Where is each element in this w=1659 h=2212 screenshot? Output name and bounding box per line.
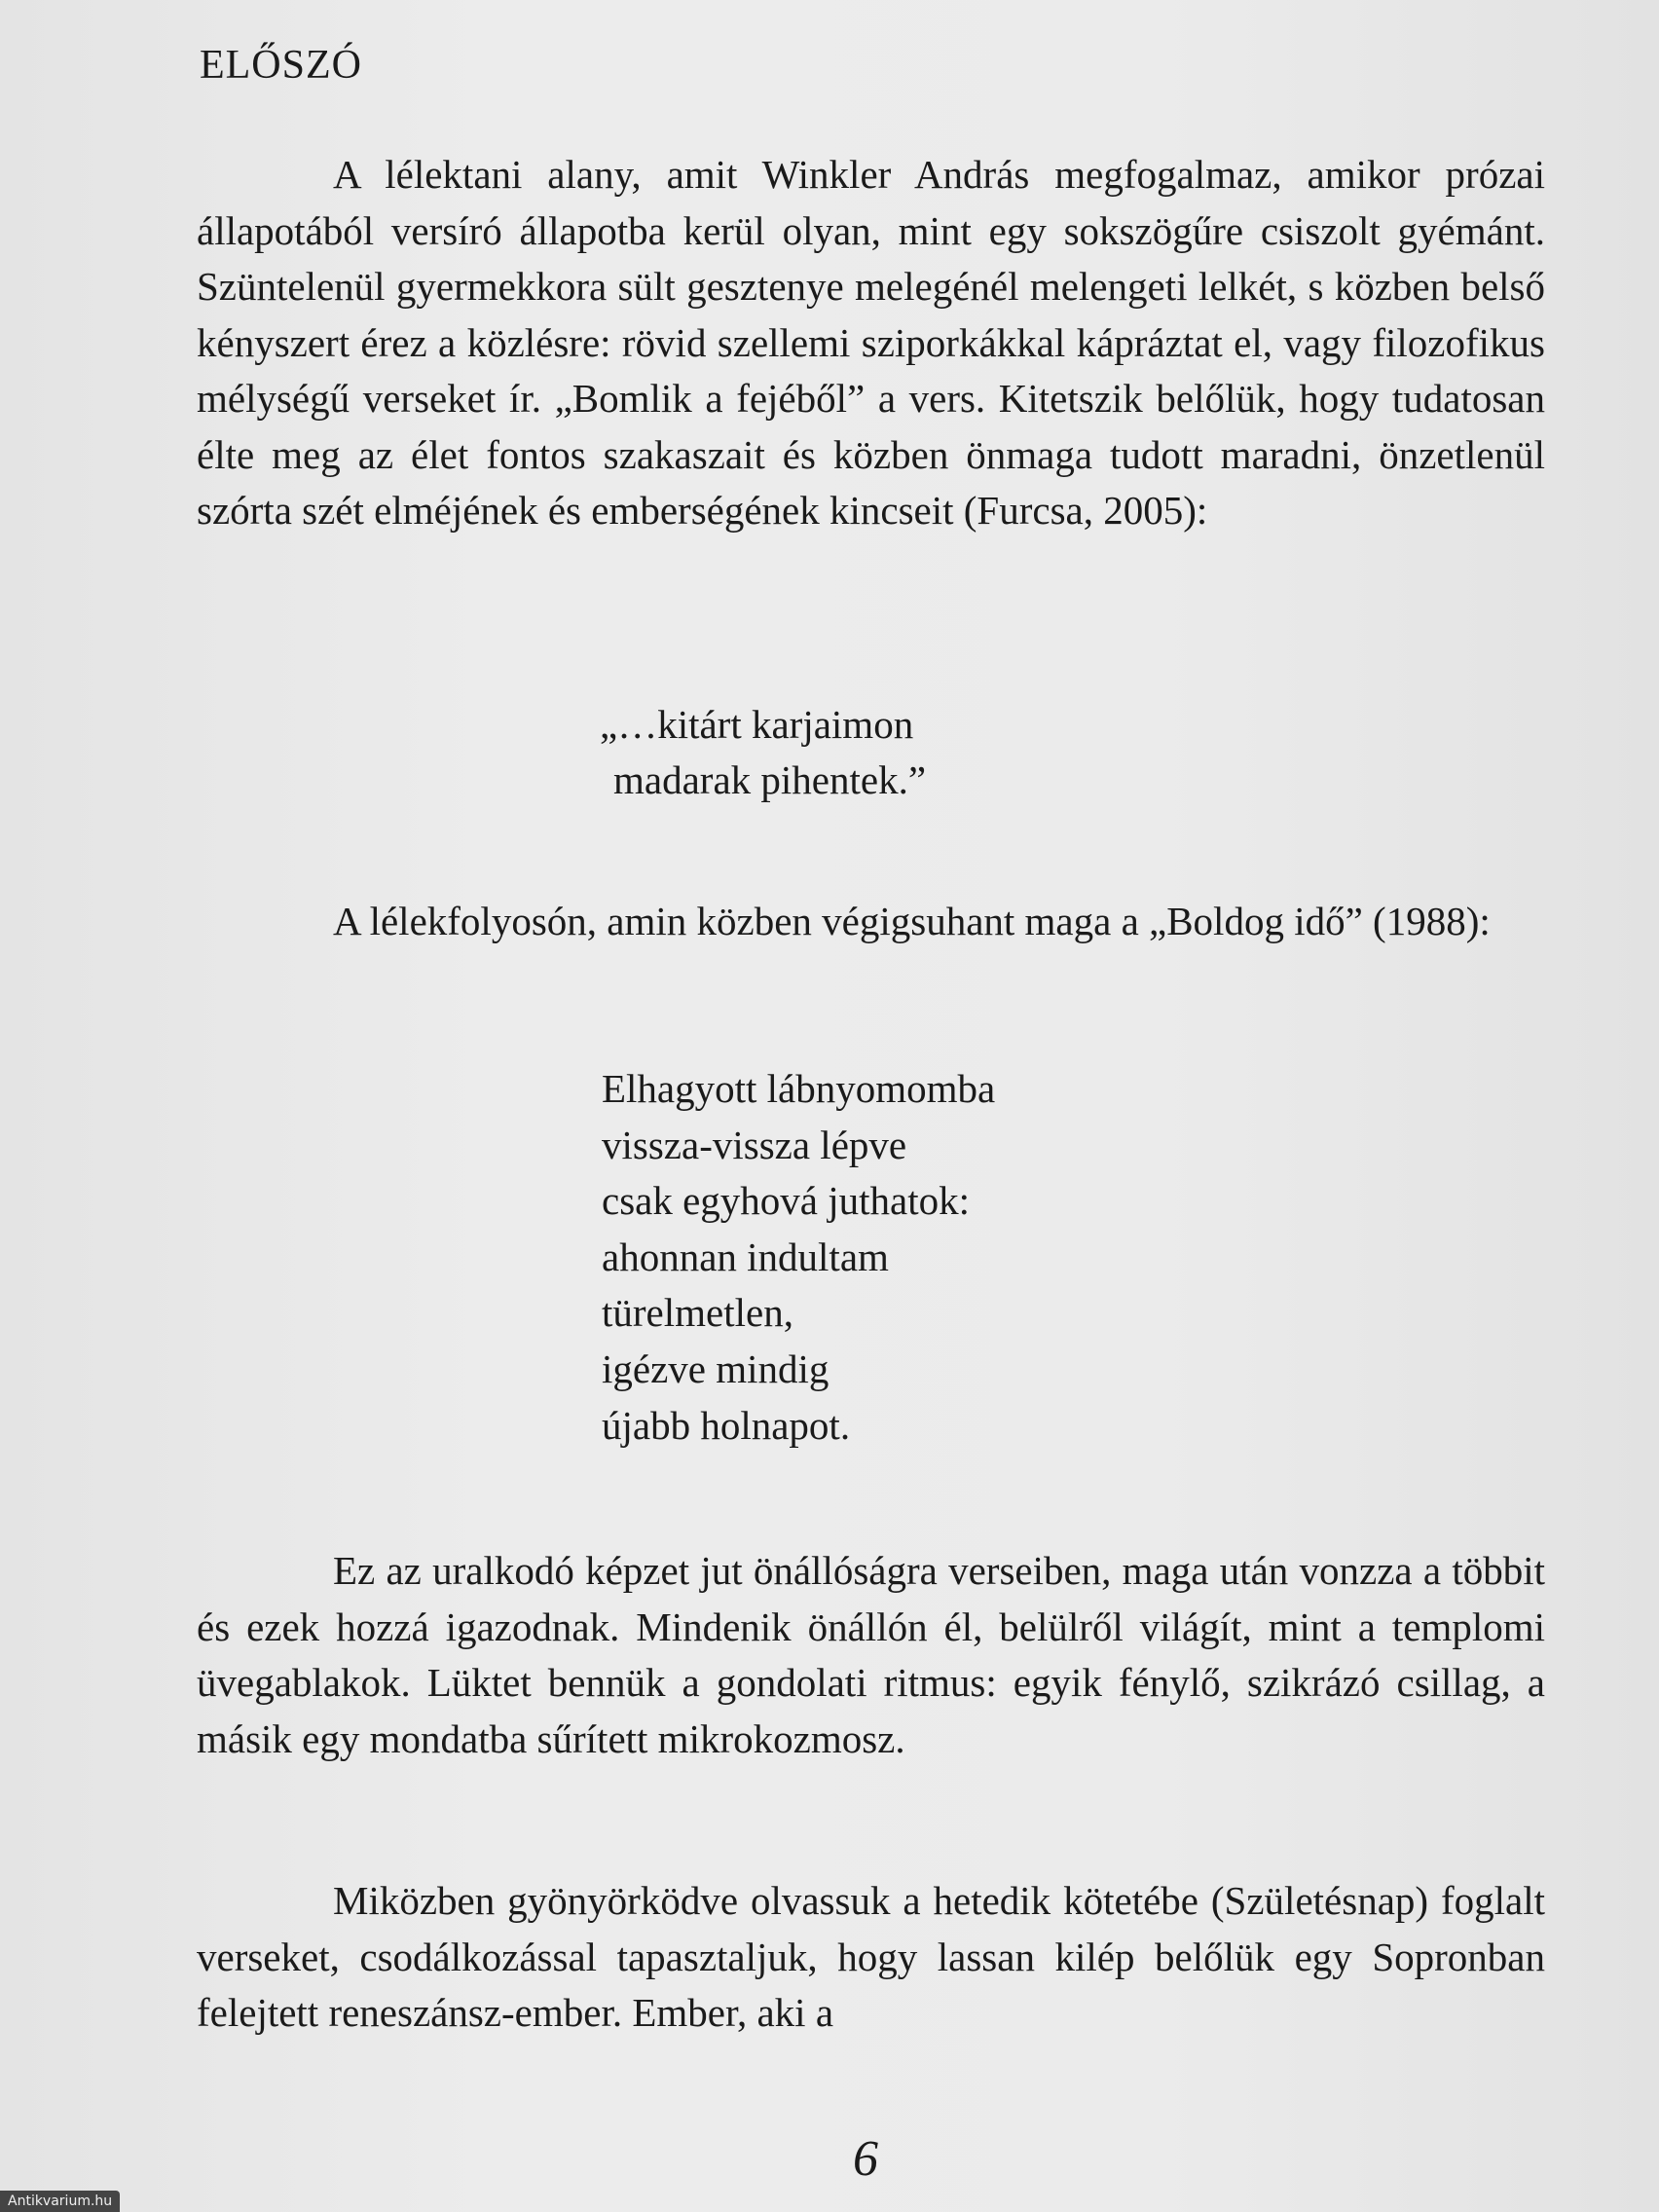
poem-line: igézve mindig xyxy=(602,1346,830,1391)
poem-line: csak egyhová juthatok: xyxy=(602,1178,971,1224)
poem-block xyxy=(602,1061,995,1454)
page-heading: ELŐSZÓ xyxy=(200,43,362,88)
quote-line: madarak pihentek.” xyxy=(613,757,927,802)
paragraph-uralkodo-kepzet: Ez az uralkodó képzet jut önállóságra verseiben, maga után vonzza a többit és ezek hozzá igazodnak. Mindenik önállón él, belülről világít, mint a templomi üvegablakok. Lüktet bennük a gondolati ritmus: egyik fénylő, szikrázó csillag, a másik egy mondatba sűrített mikrokozmosz. xyxy=(197,1548,1545,1761)
paragraph-boldog-ido: A lélekfolyosón, amin közben végigsuhant maga a „Boldog idő” (1988): xyxy=(333,899,1491,943)
quote-line: „…kitárt karjaimon xyxy=(600,702,914,747)
poem-line: ahonnan indultam xyxy=(602,1234,889,1279)
quote-block xyxy=(600,697,926,808)
poem-line: Elhagyott lábnyomomba xyxy=(602,1066,996,1111)
watermark: Antikvarium.hu xyxy=(0,2191,120,2212)
poem-line: vissza-vissza lépve xyxy=(602,1122,907,1167)
paragraph-intro: A lélektani alany, amit Winkler András megfogalmaz, amikor prózai állapotából versíró állapotba kerül olyan, mint egy sokszögűre csiszolt gyémánt. Szüntelenül gyermekkora sült gesztenye melegénél melengeti lelkét, s közben belső kényszert érez a közlésre: rövid szellemi sziporkákkal kápráztat el, vagy filozofikus mélységű verseket ír. „Bomlik a fejéből” a vers. Kitetszik belőlük, hogy tudatosan élte meg az élet fontos szakaszait és közben önmaga tudott maradni, önzetlenül szórta szét elméjének és emberségének kincseit (Furcsa, 2005): xyxy=(197,152,1545,533)
poem-line: újabb holnapot. xyxy=(602,1402,851,1448)
poem-line: türelmetlen, xyxy=(602,1290,793,1336)
page-number: 6 xyxy=(853,2131,878,2187)
paragraph-szuletesnap: Miközben gyönyörködve olvassuk a hetedik kötetébe (Születésnap) foglalt verseket, csodálkozással tapasztaljuk, hogy lassan kilép belőlük egy Sopronban felejtett reneszánsz-ember. Ember, aki a xyxy=(197,1878,1545,2035)
